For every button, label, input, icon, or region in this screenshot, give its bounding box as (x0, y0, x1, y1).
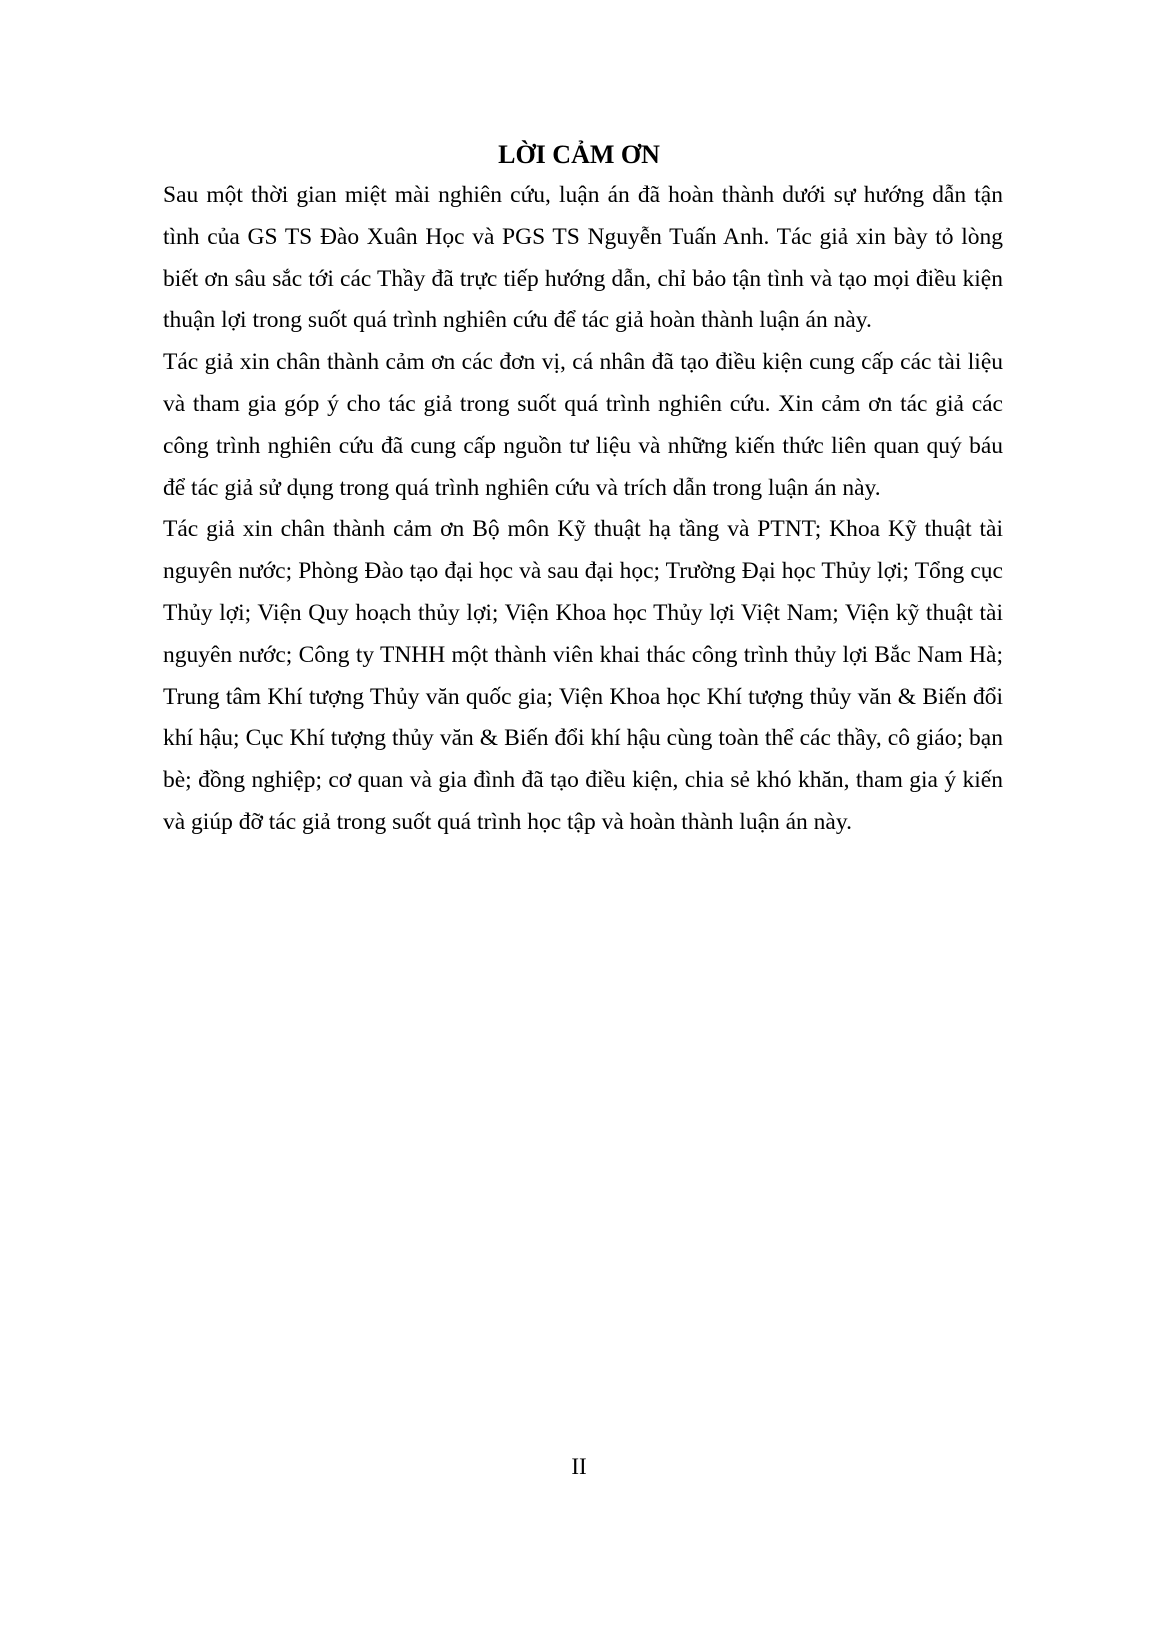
paragraph-1: Sau một thời gian miệt mài nghiên cứu, luận án đã hoàn thành dưới sự hướng dẫn tận tình của GS TS Đào Xuân Học và PGS TS Nguyễn Tuấn Anh. Tác giả xin bày tỏ lòng biết ơn sâu sắc tới các Thầy đã trực tiếp hướng dẫn, chỉ bảo tận tình và tạo mọi điều kiện thuận lợi trong suốt quá trình nghiên cứu để tác giả hoàn thành luận án này. (163, 182, 1003, 334)
paragraph-2: Tác giả xin chân thành cảm ơn các đơn vị, cá nhân đã tạo điều kiện cung cấp các tài liệu và tham gia góp ý cho tác giả trong suốt quá trình nghiên cứu. Xin cảm ơn tác giả các công trình nghiên cứu đã cung cấp nguồn tư liệu và những kiến thức liên quan quý báu để tác giả sử dụng trong quá trình nghiên cứu và trích dẫn trong luận án này. (163, 349, 1003, 501)
paragraph-3: Tác giả xin chân thành cảm ơn Bộ môn Kỹ thuật hạ tầng và PTNT; Khoa Kỹ thuật tài nguyên nước; Phòng Đào tạo đại học và sau đại học; Trường Đại học Thủy lợi; Tổng cục Thủy lợi; Viện Quy hoạch thủy lợi; Viện Khoa học Thủy lợi Việt Nam; Viện kỹ thuật tài nguyên nước; Công ty TNHH một thành viên khai thác công trình thủy lợi Bắc Nam Hà; Trung tâm Khí tượng Thủy văn quốc gia; Viện Khoa học Khí tượng thủy văn & Biến đổi khí hậu; Cục Khí tượng thủy văn & Biến đổi khí hậu cùng toàn thể các thầy, cô giáo; bạn bè; đồng nghiệp; cơ quan và gia đình đã tạo điều kiện, chia sẻ khó khăn, tham gia ý kiến và giúp đỡ tác giả trong suốt quá trình học tập và hoàn thành luận án này. (163, 516, 1003, 835)
page-number: II (571, 1454, 587, 1479)
acknowledgement-body (163, 175, 1003, 844)
page-title: LỜI CẢM ƠN (498, 140, 660, 169)
